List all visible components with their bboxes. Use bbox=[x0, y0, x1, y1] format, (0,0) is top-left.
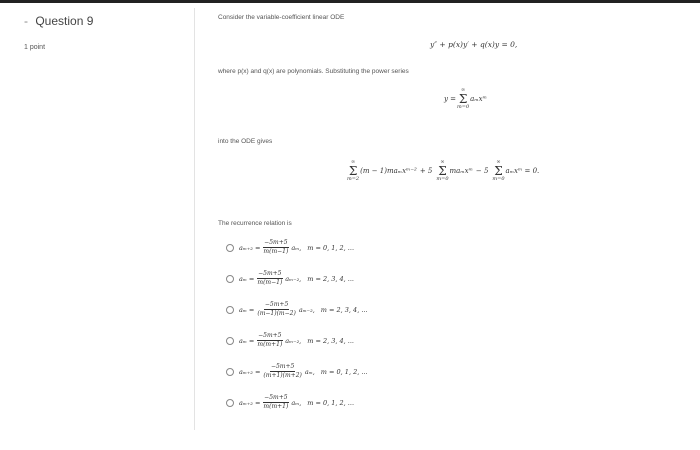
denominator: m(m+1) bbox=[257, 341, 283, 348]
top-border bbox=[0, 0, 700, 3]
sum-2 bbox=[436, 160, 448, 182]
sum-3 bbox=[492, 160, 504, 182]
option-rhs: aₘ, bbox=[291, 243, 302, 252]
sum-2-lower: m=0 bbox=[436, 176, 449, 182]
option-formula bbox=[239, 363, 368, 380]
fraction bbox=[256, 301, 296, 318]
power-series-equation bbox=[444, 88, 487, 110]
fraction bbox=[262, 363, 302, 380]
option-formula bbox=[239, 270, 354, 287]
recurrence-text: The recurrence relation is bbox=[218, 220, 292, 227]
sum-upper-limit: ∞ bbox=[461, 87, 466, 93]
option-lhs: aₘ₊₂ = bbox=[239, 243, 261, 252]
option-lhs: aₘ₊₂ = bbox=[239, 367, 261, 376]
option-lhs: aₘ₊₂ = bbox=[239, 398, 261, 407]
numerator: −5m+5 bbox=[270, 363, 295, 370]
collapse-dash-icon[interactable]: - bbox=[24, 14, 28, 28]
denominator: m(m−1) bbox=[263, 248, 289, 255]
numerator: −5m+5 bbox=[264, 301, 289, 308]
question-header bbox=[24, 14, 93, 28]
numerator: −5m+5 bbox=[258, 270, 282, 277]
where-text: where p(x) and q(x) are polynomials. Substituting the power series bbox=[218, 68, 409, 75]
sum-2-term: maₘxᵐ bbox=[449, 167, 473, 175]
option-rhs: aₘ, bbox=[291, 398, 302, 407]
sum-2-upper: ∞ bbox=[440, 159, 445, 165]
option-range: m = 2, 3, 4, ... bbox=[307, 336, 354, 345]
sigma-symbol: Σ bbox=[494, 164, 503, 178]
option-range: m = 0, 1, 2, ... bbox=[307, 398, 355, 407]
answer-options bbox=[226, 232, 368, 418]
series-lhs: y = bbox=[444, 95, 457, 103]
sum-1-term: (m − 1)maₘxᵐ⁻² bbox=[360, 167, 417, 175]
fraction bbox=[256, 270, 283, 287]
intro-text: Consider the variable-coefficient linear ODE bbox=[218, 14, 345, 21]
into-text: into the ODE gives bbox=[218, 138, 273, 145]
substituted-equation bbox=[346, 160, 539, 182]
option-lhs: aₘ = bbox=[239, 305, 255, 314]
option-range: m = 2, 3, 4, ... bbox=[307, 274, 354, 283]
radio-button[interactable] bbox=[226, 306, 234, 314]
radio-button[interactable] bbox=[226, 337, 234, 345]
radio-button[interactable] bbox=[226, 368, 234, 376]
option-lhs: aₘ = bbox=[239, 336, 255, 345]
option-rhs: aₘ₋₂, bbox=[285, 336, 302, 345]
ode-equation: y″ + p(x)y′ + q(x)y = 0, bbox=[430, 40, 518, 49]
sum-1-lower: m=2 bbox=[347, 176, 360, 182]
sigma-symbol: Σ bbox=[438, 164, 447, 178]
answer-option[interactable] bbox=[226, 387, 368, 418]
sum-3-lower: m=0 bbox=[492, 176, 505, 182]
fraction bbox=[262, 394, 289, 411]
radio-button[interactable] bbox=[226, 244, 234, 252]
numerator: −5m+5 bbox=[258, 332, 282, 339]
answer-option[interactable] bbox=[226, 356, 368, 387]
answer-option[interactable] bbox=[226, 325, 368, 356]
option-formula bbox=[239, 332, 354, 349]
sum-3-upper: ∞ bbox=[496, 159, 501, 165]
option-rhs: aₘ, bbox=[304, 367, 315, 376]
question-title: Question 9 bbox=[35, 14, 94, 28]
radio-button[interactable] bbox=[226, 399, 234, 407]
option-range: m = 0, 1, 2, ... bbox=[307, 243, 355, 252]
sum-3-term: aₘxᵐ = 0. bbox=[505, 167, 540, 175]
option-range: m = 2, 3, 4, ... bbox=[320, 305, 368, 314]
fraction bbox=[262, 239, 289, 256]
answer-option[interactable] bbox=[226, 294, 368, 325]
denominator: m(m−1) bbox=[257, 279, 283, 286]
answer-option[interactable] bbox=[226, 232, 368, 263]
option-range: m = 0, 1, 2, ... bbox=[320, 367, 368, 376]
question-points: 1 point bbox=[24, 44, 46, 51]
radio-button[interactable] bbox=[226, 275, 234, 283]
sum-1 bbox=[347, 160, 359, 182]
answer-option[interactable] bbox=[226, 263, 368, 294]
denominator: m(m+1) bbox=[263, 403, 289, 410]
fraction bbox=[256, 332, 283, 349]
denominator: (m−1)(m−2) bbox=[257, 310, 296, 317]
sigma-symbol: Σ bbox=[348, 164, 358, 178]
sum-1-upper: ∞ bbox=[350, 159, 356, 165]
option-rhs: aₘ₋₂, bbox=[285, 274, 302, 283]
operator-2: − 5 bbox=[475, 167, 489, 175]
numerator: −5m+5 bbox=[264, 394, 288, 401]
option-formula bbox=[239, 239, 354, 256]
series-sum bbox=[457, 88, 469, 110]
series-term: aₘxᵐ bbox=[470, 95, 487, 103]
option-rhs: aₘ₋₂, bbox=[298, 305, 315, 314]
operator-1: + 5 bbox=[419, 167, 433, 175]
option-lhs: aₘ = bbox=[239, 274, 255, 283]
option-formula bbox=[239, 301, 368, 318]
sigma-symbol: Σ bbox=[458, 92, 468, 106]
numerator: −5m+5 bbox=[264, 239, 288, 246]
sum-lower-limit: m=0 bbox=[457, 104, 470, 110]
option-formula bbox=[239, 394, 354, 411]
column-divider bbox=[194, 8, 195, 430]
denominator: (m+1)(m+2) bbox=[263, 372, 302, 379]
